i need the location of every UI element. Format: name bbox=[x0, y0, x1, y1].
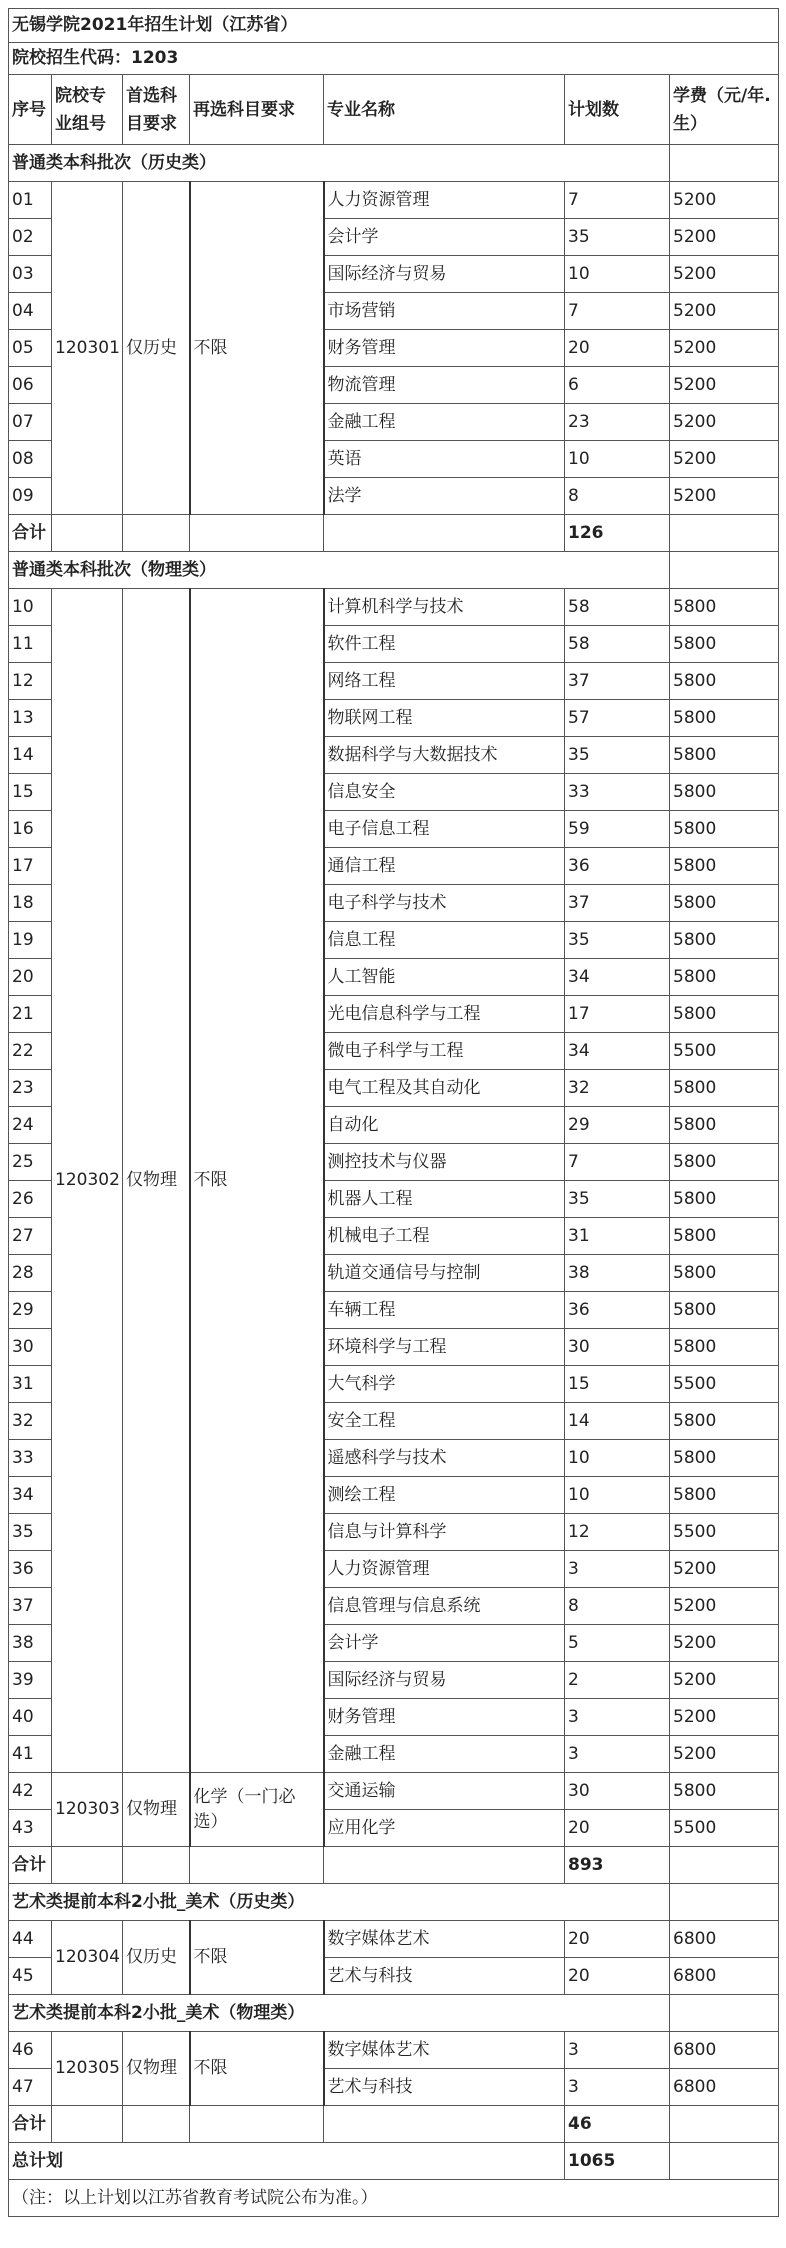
cell-seq: 21 bbox=[9, 996, 52, 1033]
cell-major: 数据科学与大数据技术 bbox=[324, 737, 565, 774]
cell-group-code: 120305 bbox=[52, 2032, 123, 2106]
cell-plan: 38 bbox=[565, 1255, 670, 1292]
cell-plan: 23 bbox=[565, 404, 670, 441]
cell-major: 财务管理 bbox=[324, 1699, 565, 1736]
cell-seq: 25 bbox=[9, 1144, 52, 1181]
cell-plan: 20 bbox=[565, 1921, 670, 1958]
cell-plan: 32 bbox=[565, 1070, 670, 1107]
section-title-filler bbox=[670, 552, 779, 589]
cell-plan: 10 bbox=[565, 256, 670, 293]
cell-major: 国际经济与贸易 bbox=[324, 256, 565, 293]
cell-major: 大气科学 bbox=[324, 1366, 565, 1403]
cell-major: 数字媒体艺术 bbox=[324, 2032, 565, 2069]
cell-seq: 19 bbox=[9, 922, 52, 959]
section-title-row bbox=[9, 145, 779, 182]
cell-seq: 26 bbox=[9, 1181, 52, 1218]
subtotal-blank bbox=[324, 515, 565, 552]
subtotal-value: 46 bbox=[565, 2106, 670, 2143]
section-title-row bbox=[9, 552, 779, 589]
cell-plan: 34 bbox=[565, 959, 670, 996]
cell-plan: 8 bbox=[565, 1588, 670, 1625]
cell-seq: 34 bbox=[9, 1477, 52, 1514]
cell-seq: 33 bbox=[9, 1440, 52, 1477]
cell-seq: 28 bbox=[9, 1255, 52, 1292]
cell-major: 物流管理 bbox=[324, 367, 565, 404]
cell-fee: 5200 bbox=[670, 404, 779, 441]
cell-fee: 5800 bbox=[670, 848, 779, 885]
cell-fee: 5200 bbox=[670, 256, 779, 293]
cell-plan: 2 bbox=[565, 1662, 670, 1699]
cell-seq: 41 bbox=[9, 1736, 52, 1773]
cell-major: 信息工程 bbox=[324, 922, 565, 959]
subtotal-row bbox=[9, 1847, 779, 1884]
subtotal-row bbox=[9, 515, 779, 552]
cell-seq: 44 bbox=[9, 1921, 52, 1958]
cell-major: 交通运输 bbox=[324, 1773, 565, 1810]
grand-total-row bbox=[9, 2143, 779, 2180]
cell-fee: 5200 bbox=[670, 478, 779, 515]
table-body bbox=[9, 9, 779, 2217]
cell-major: 财务管理 bbox=[324, 330, 565, 367]
cell-plan: 34 bbox=[565, 1033, 670, 1070]
cell-seq: 32 bbox=[9, 1403, 52, 1440]
subtotal-blank bbox=[324, 2106, 565, 2143]
subtotal-label: 合计 bbox=[9, 515, 52, 552]
header-row bbox=[9, 75, 779, 145]
school-code: 院校招生代码：1203 bbox=[9, 43, 779, 75]
cell-seq: 06 bbox=[9, 367, 52, 404]
cell-seq: 08 bbox=[9, 441, 52, 478]
page-title: 无锡学院2021年招生计划（江苏省） bbox=[9, 9, 779, 43]
cell-plan: 59 bbox=[565, 811, 670, 848]
cell-seq: 35 bbox=[9, 1514, 52, 1551]
cell-seq: 27 bbox=[9, 1218, 52, 1255]
cell-seq: 09 bbox=[9, 478, 52, 515]
cell-fee: 5800 bbox=[670, 959, 779, 996]
cell-fee: 6800 bbox=[670, 2069, 779, 2106]
cell-fee: 5200 bbox=[670, 330, 779, 367]
cell-seq: 12 bbox=[9, 663, 52, 700]
header-tuition: 学费（元/年.生） bbox=[670, 75, 779, 145]
subtotal-label: 合计 bbox=[9, 1847, 52, 1884]
cell-major: 网络工程 bbox=[324, 663, 565, 700]
cell-plan: 10 bbox=[565, 441, 670, 478]
subtotal-row bbox=[9, 2106, 779, 2143]
cell-major: 金融工程 bbox=[324, 1736, 565, 1773]
cell-seq: 16 bbox=[9, 811, 52, 848]
cell-fee: 6800 bbox=[670, 1958, 779, 1995]
subtotal-blank bbox=[52, 515, 123, 552]
subtotal-blank bbox=[324, 1847, 565, 1884]
cell-plan: 36 bbox=[565, 848, 670, 885]
cell-fee: 5200 bbox=[670, 441, 779, 478]
cell-plan: 10 bbox=[565, 1477, 670, 1514]
cell-plan: 3 bbox=[565, 1699, 670, 1736]
cell-plan: 3 bbox=[565, 2069, 670, 2106]
subtotal-blank bbox=[52, 1847, 123, 1884]
cell-major: 测控技术与仪器 bbox=[324, 1144, 565, 1181]
cell-seq: 04 bbox=[9, 293, 52, 330]
cell-plan: 10 bbox=[565, 1440, 670, 1477]
header-major: 专业名称 bbox=[324, 75, 565, 145]
cell-major: 电子科学与技术 bbox=[324, 885, 565, 922]
cell-major: 自动化 bbox=[324, 1107, 565, 1144]
cell-seq: 37 bbox=[9, 1588, 52, 1625]
header-group: 院校专业组号 bbox=[52, 75, 123, 145]
table-row bbox=[9, 589, 779, 626]
cell-major: 人力资源管理 bbox=[324, 182, 565, 219]
header-second-subject: 再选科目要求 bbox=[190, 75, 324, 145]
subtotal-blank bbox=[52, 2106, 123, 2143]
cell-fee: 5500 bbox=[670, 1810, 779, 1847]
cell-major: 信息安全 bbox=[324, 774, 565, 811]
subtotal-blank bbox=[190, 1847, 324, 1884]
cell-plan: 35 bbox=[565, 922, 670, 959]
subtotal-blank bbox=[670, 1847, 779, 1884]
section-title: 普通类本科批次（物理类） bbox=[9, 552, 670, 589]
cell-fee: 5800 bbox=[670, 885, 779, 922]
cell-second-subject: 不限 bbox=[190, 589, 324, 1773]
grand-total-label: 总计划 bbox=[9, 2143, 565, 2180]
subtotal-blank bbox=[123, 515, 190, 552]
cell-plan: 31 bbox=[565, 1218, 670, 1255]
cell-fee: 5800 bbox=[670, 811, 779, 848]
cell-seq: 10 bbox=[9, 589, 52, 626]
cell-plan: 8 bbox=[565, 478, 670, 515]
subtotal-blank bbox=[190, 2106, 324, 2143]
cell-major: 安全工程 bbox=[324, 1403, 565, 1440]
cell-group-code: 120304 bbox=[52, 1921, 123, 1995]
cell-fee: 5200 bbox=[670, 1662, 779, 1699]
cell-major: 软件工程 bbox=[324, 626, 565, 663]
subtotal-label: 合计 bbox=[9, 2106, 52, 2143]
cell-fee: 5800 bbox=[670, 1403, 779, 1440]
cell-fee: 5800 bbox=[670, 626, 779, 663]
cell-seq: 03 bbox=[9, 256, 52, 293]
cell-major: 环境科学与工程 bbox=[324, 1329, 565, 1366]
cell-plan: 6 bbox=[565, 367, 670, 404]
cell-seq: 01 bbox=[9, 182, 52, 219]
cell-major: 轨道交通信号与控制 bbox=[324, 1255, 565, 1292]
cell-plan: 37 bbox=[565, 885, 670, 922]
cell-seq: 13 bbox=[9, 700, 52, 737]
cell-major: 微电子科学与工程 bbox=[324, 1033, 565, 1070]
cell-major: 车辆工程 bbox=[324, 1292, 565, 1329]
cell-major: 人工智能 bbox=[324, 959, 565, 996]
cell-fee: 5800 bbox=[670, 663, 779, 700]
cell-plan: 20 bbox=[565, 330, 670, 367]
cell-plan: 7 bbox=[565, 293, 670, 330]
cell-fee: 5800 bbox=[670, 1107, 779, 1144]
title-row bbox=[9, 9, 779, 43]
cell-fee: 5800 bbox=[670, 700, 779, 737]
grand-total-blank bbox=[670, 2143, 779, 2180]
cell-plan: 58 bbox=[565, 626, 670, 663]
header-seq: 序号 bbox=[9, 75, 52, 145]
cell-fee: 6800 bbox=[670, 2032, 779, 2069]
cell-seq: 11 bbox=[9, 626, 52, 663]
cell-fee: 5800 bbox=[670, 1255, 779, 1292]
cell-major: 艺术与科技 bbox=[324, 2069, 565, 2106]
cell-major: 金融工程 bbox=[324, 404, 565, 441]
enrollment-plan-sheet bbox=[8, 8, 778, 2217]
cell-seq: 20 bbox=[9, 959, 52, 996]
cell-plan: 57 bbox=[565, 700, 670, 737]
cell-group-code: 120301 bbox=[52, 182, 123, 515]
cell-major: 会计学 bbox=[324, 1625, 565, 1662]
cell-plan: 5 bbox=[565, 1625, 670, 1662]
cell-seq: 38 bbox=[9, 1625, 52, 1662]
cell-group-code: 120302 bbox=[52, 589, 123, 1773]
cell-plan: 29 bbox=[565, 1107, 670, 1144]
cell-major: 电子信息工程 bbox=[324, 811, 565, 848]
cell-fee: 5200 bbox=[670, 1551, 779, 1588]
section-title: 艺术类提前本科2小批_美术（物理类） bbox=[9, 1995, 670, 2032]
cell-seq: 15 bbox=[9, 774, 52, 811]
cell-major: 电气工程及其自动化 bbox=[324, 1070, 565, 1107]
cell-fee: 5800 bbox=[670, 1144, 779, 1181]
cell-plan: 37 bbox=[565, 663, 670, 700]
cell-plan: 7 bbox=[565, 182, 670, 219]
table-row bbox=[9, 1773, 779, 1810]
cell-second-subject: 不限 bbox=[190, 1921, 324, 1995]
cell-fee: 5800 bbox=[670, 1477, 779, 1514]
cell-fee: 5200 bbox=[670, 1588, 779, 1625]
cell-second-subject: 化学（一门必选） bbox=[190, 1773, 324, 1847]
subtotal-blank bbox=[123, 1847, 190, 1884]
cell-major: 计算机科学与技术 bbox=[324, 589, 565, 626]
cell-fee: 6800 bbox=[670, 1921, 779, 1958]
section-title-row bbox=[9, 1995, 779, 2032]
section-title: 普通类本科批次（历史类） bbox=[9, 145, 670, 182]
cell-fee: 5200 bbox=[670, 367, 779, 404]
cell-major: 国际经济与贸易 bbox=[324, 1662, 565, 1699]
subtotal-blank bbox=[670, 515, 779, 552]
cell-fee: 5800 bbox=[670, 1070, 779, 1107]
cell-second-subject: 不限 bbox=[190, 2032, 324, 2106]
cell-second-subject: 不限 bbox=[190, 182, 324, 515]
cell-seq: 39 bbox=[9, 1662, 52, 1699]
cell-fee: 5800 bbox=[670, 589, 779, 626]
cell-major: 物联网工程 bbox=[324, 700, 565, 737]
cell-fee: 5200 bbox=[670, 1736, 779, 1773]
cell-plan: 30 bbox=[565, 1773, 670, 1810]
cell-plan: 20 bbox=[565, 1958, 670, 1995]
cell-fee: 5800 bbox=[670, 1181, 779, 1218]
cell-seq: 05 bbox=[9, 330, 52, 367]
cell-plan: 58 bbox=[565, 589, 670, 626]
cell-plan: 35 bbox=[565, 1181, 670, 1218]
table-row bbox=[9, 182, 779, 219]
section-title-row bbox=[9, 1884, 779, 1921]
cell-seq: 31 bbox=[9, 1366, 52, 1403]
cell-major: 遥感科学与技术 bbox=[324, 1440, 565, 1477]
cell-fee: 5200 bbox=[670, 293, 779, 330]
header-plan: 计划数 bbox=[565, 75, 670, 145]
cell-first-subject: 仅历史 bbox=[123, 182, 190, 515]
cell-plan: 7 bbox=[565, 1144, 670, 1181]
cell-plan: 17 bbox=[565, 996, 670, 1033]
cell-fee: 5800 bbox=[670, 922, 779, 959]
cell-major: 英语 bbox=[324, 441, 565, 478]
cell-seq: 18 bbox=[9, 885, 52, 922]
cell-seq: 36 bbox=[9, 1551, 52, 1588]
subtotal-blank bbox=[670, 2106, 779, 2143]
header-first-subject: 首选科目要求 bbox=[123, 75, 190, 145]
cell-seq: 23 bbox=[9, 1070, 52, 1107]
cell-seq: 46 bbox=[9, 2032, 52, 2069]
cell-plan: 14 bbox=[565, 1403, 670, 1440]
cell-seq: 42 bbox=[9, 1773, 52, 1810]
cell-fee: 5200 bbox=[670, 219, 779, 256]
table-row bbox=[9, 1921, 779, 1958]
cell-seq: 45 bbox=[9, 1958, 52, 1995]
cell-first-subject: 仅物理 bbox=[123, 589, 190, 1773]
cell-seq: 02 bbox=[9, 219, 52, 256]
cell-seq: 40 bbox=[9, 1699, 52, 1736]
cell-major: 应用化学 bbox=[324, 1810, 565, 1847]
grand-total-value: 1065 bbox=[565, 2143, 670, 2180]
note-row bbox=[9, 2180, 779, 2217]
cell-major: 光电信息科学与工程 bbox=[324, 996, 565, 1033]
subtotal-blank bbox=[123, 2106, 190, 2143]
cell-fee: 5200 bbox=[670, 182, 779, 219]
section-title-filler bbox=[670, 1995, 779, 2032]
cell-fee: 5500 bbox=[670, 1514, 779, 1551]
footnote: （注：以上计划以江苏省教育考试院公布为准。） bbox=[9, 2180, 779, 2217]
cell-fee: 5800 bbox=[670, 1218, 779, 1255]
cell-major: 通信工程 bbox=[324, 848, 565, 885]
cell-fee: 5500 bbox=[670, 1366, 779, 1403]
cell-major: 人力资源管理 bbox=[324, 1551, 565, 1588]
cell-seq: 17 bbox=[9, 848, 52, 885]
enrollment-plan-table bbox=[8, 8, 779, 2217]
subtotal-value: 126 bbox=[565, 515, 670, 552]
cell-plan: 35 bbox=[565, 219, 670, 256]
cell-major: 机器人工程 bbox=[324, 1181, 565, 1218]
cell-plan: 30 bbox=[565, 1329, 670, 1366]
cell-fee: 5800 bbox=[670, 1292, 779, 1329]
cell-plan: 3 bbox=[565, 1736, 670, 1773]
cell-plan: 3 bbox=[565, 2032, 670, 2069]
cell-plan: 33 bbox=[565, 774, 670, 811]
cell-fee: 5500 bbox=[670, 1033, 779, 1070]
cell-major: 艺术与科技 bbox=[324, 1958, 565, 1995]
cell-first-subject: 仅物理 bbox=[123, 2032, 190, 2106]
cell-fee: 5800 bbox=[670, 1773, 779, 1810]
cell-seq: 43 bbox=[9, 1810, 52, 1847]
cell-seq: 47 bbox=[9, 2069, 52, 2106]
section-title-filler bbox=[670, 145, 779, 182]
cell-major: 测绘工程 bbox=[324, 1477, 565, 1514]
cell-major: 机械电子工程 bbox=[324, 1218, 565, 1255]
cell-seq: 24 bbox=[9, 1107, 52, 1144]
cell-major: 市场营销 bbox=[324, 293, 565, 330]
cell-seq: 07 bbox=[9, 404, 52, 441]
subtotal-blank bbox=[190, 515, 324, 552]
cell-seq: 29 bbox=[9, 1292, 52, 1329]
cell-fee: 5200 bbox=[670, 1625, 779, 1662]
cell-plan: 15 bbox=[565, 1366, 670, 1403]
cell-major: 信息与计算科学 bbox=[324, 1514, 565, 1551]
table-row bbox=[9, 2032, 779, 2069]
cell-fee: 5800 bbox=[670, 996, 779, 1033]
cell-group-code: 120303 bbox=[52, 1773, 123, 1847]
cell-major: 信息管理与信息系统 bbox=[324, 1588, 565, 1625]
cell-first-subject: 仅历史 bbox=[123, 1921, 190, 1995]
cell-fee: 5200 bbox=[670, 1699, 779, 1736]
section-title: 艺术类提前本科2小批_美术（历史类） bbox=[9, 1884, 670, 1921]
cell-fee: 5800 bbox=[670, 1329, 779, 1366]
cell-plan: 20 bbox=[565, 1810, 670, 1847]
cell-seq: 14 bbox=[9, 737, 52, 774]
cell-first-subject: 仅物理 bbox=[123, 1773, 190, 1847]
section-title-filler bbox=[670, 1884, 779, 1921]
cell-fee: 5800 bbox=[670, 1440, 779, 1477]
code-row bbox=[9, 43, 779, 75]
cell-plan: 3 bbox=[565, 1551, 670, 1588]
cell-plan: 35 bbox=[565, 737, 670, 774]
subtotal-value: 893 bbox=[565, 1847, 670, 1884]
cell-fee: 5800 bbox=[670, 737, 779, 774]
cell-fee: 5800 bbox=[670, 774, 779, 811]
cell-major: 法学 bbox=[324, 478, 565, 515]
cell-seq: 30 bbox=[9, 1329, 52, 1366]
cell-plan: 12 bbox=[565, 1514, 670, 1551]
cell-major: 数字媒体艺术 bbox=[324, 1921, 565, 1958]
cell-plan: 36 bbox=[565, 1292, 670, 1329]
cell-seq: 22 bbox=[9, 1033, 52, 1070]
cell-major: 会计学 bbox=[324, 219, 565, 256]
